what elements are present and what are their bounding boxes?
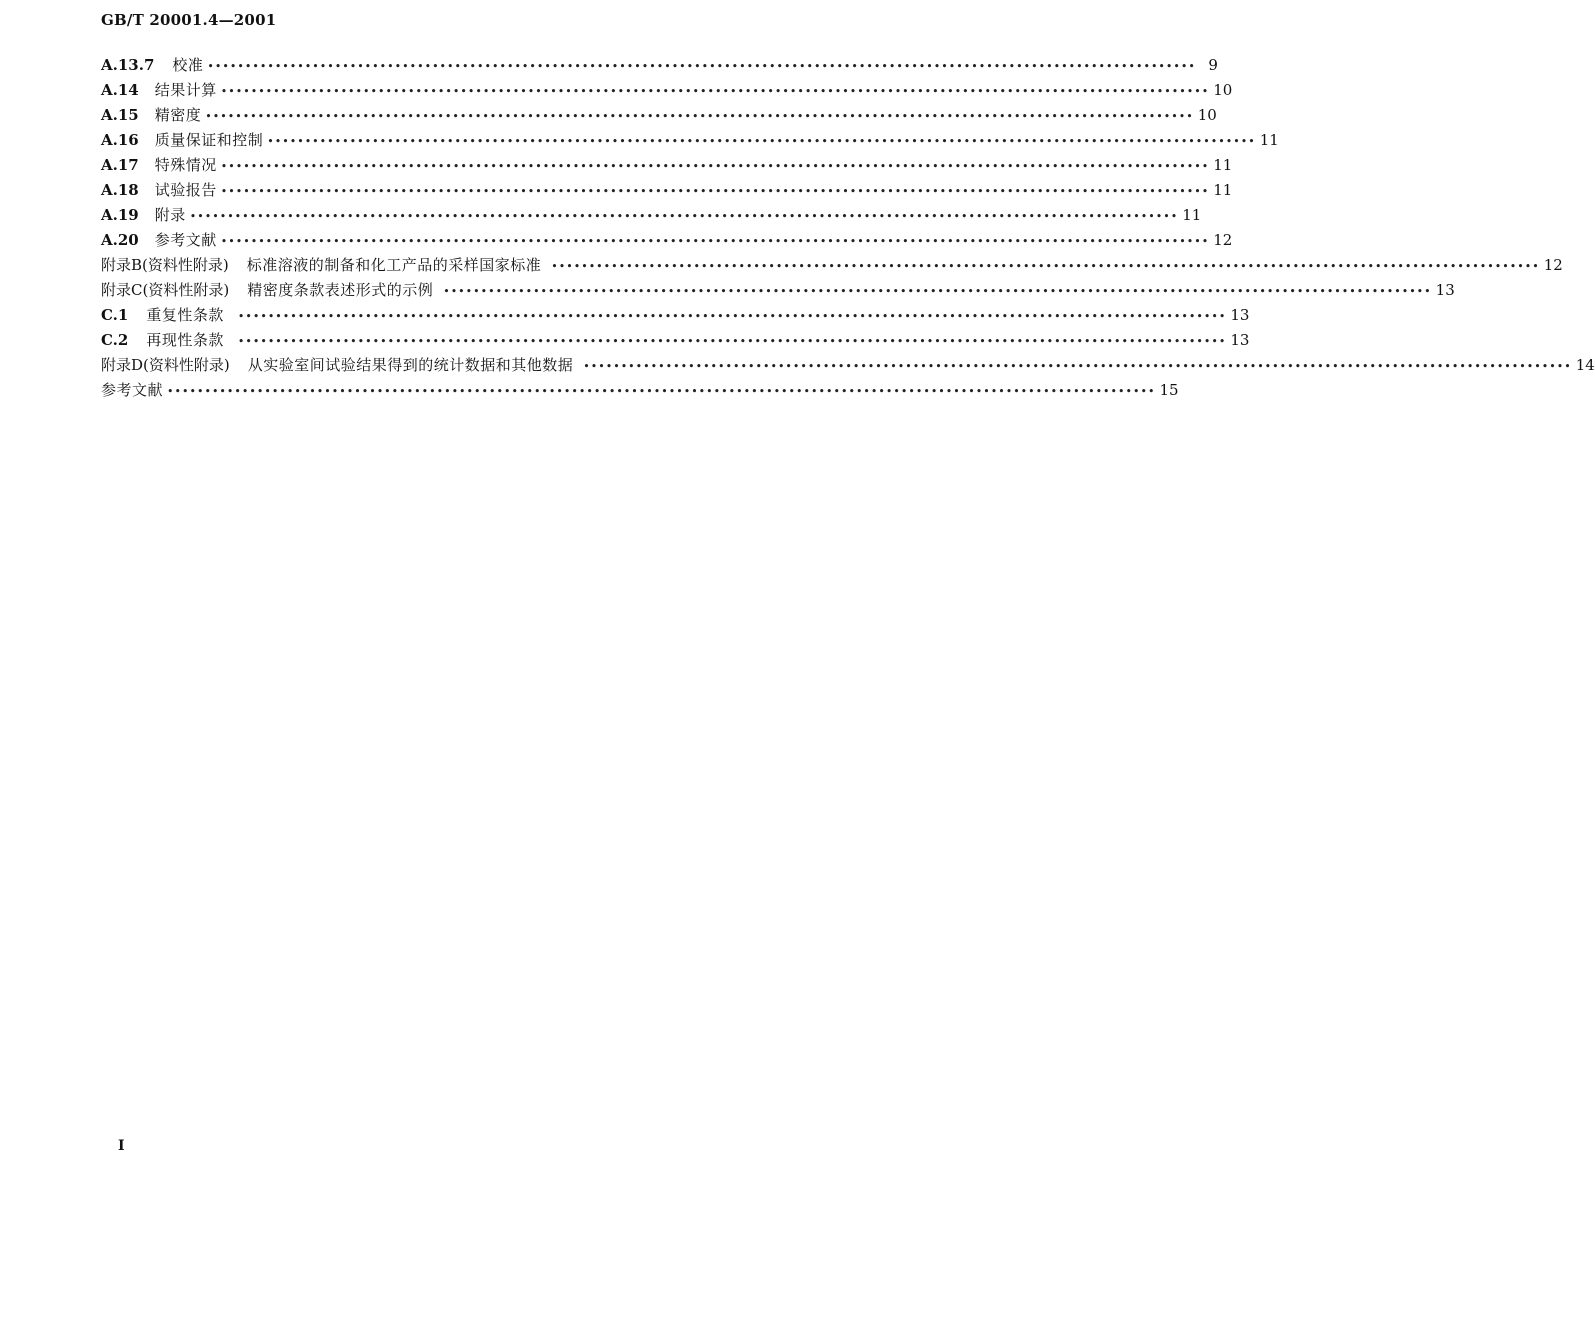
toc-entry[interactable] [101,278,1455,303]
toc-entry-title: 试验报告 [154,181,217,199]
toc-entry-page: 14 [1575,356,1595,374]
toc-entry[interactable] [101,153,1233,178]
toc-entry-title: 校准 [172,56,204,74]
toc-entry-number: 附录C(资料性附录) [101,281,230,299]
toc-leader-dots: •••••••••••••••••••••••••••••••••••••••••••••••••••••••••••••••••••••••••••••••••••••••••••••••••••••••••••••••••••••••••••••••••••• [167,385,1156,398]
toc-leader-dots: •••••••••••••••••••••••••••••••••••••••••••••••••••••••••••••••••••••••••••••••••••••••••••••••••••••••••••••••••••••••••••••••••••• [237,310,1227,323]
toc-entry-number: C.2 [101,331,129,349]
toc-leader-dots: •••••••••••••••••••••••••••••••••••••••••••••••••••••••••••••••••••••••••••••••••••••••••••••••••••••••••••••••••••••••••••••••••••• [220,160,1210,173]
toc-entry-page: 13 [1230,306,1250,324]
toc-entry[interactable] [101,53,1218,78]
toc-entry-title: 参考文献 [101,381,164,399]
toc-leader-dots: •••••••••••••••••••••••••••••••••••••••••••••••••••••••••••••••••••••••••••••••••••••••••••••••••••••••••••••••••••••••••••••••••••• [205,110,1194,123]
table-of-contents [101,53,1595,403]
toc-entry-title: 特殊情况 [154,156,217,174]
toc-entry-page: 15 [1159,381,1179,399]
toc-entry-number: 附录D(资料性附录) [101,356,230,374]
toc-leader-dots: •••••••••••••••••••••••••••••••••••••••••••••••••••••••••••••••••••••••••••••••••••••••••••••••••••••••••••••••••••••••••••••••••••• [551,260,1540,273]
toc-entry[interactable] [101,203,1202,228]
toc-leader-dots: •••••••••••••••••••••••••••••••••••••••••••••••••••••••••••••••••••••••••••••••••••••••••••••••••••••••••••••••••••••••••••••••••••• [220,85,1210,98]
toc-entry-page: 9 [1208,56,1218,74]
toc-entry-title: 质量保证和控制 [154,131,264,149]
toc-entry-number: A.17 [101,156,139,174]
toc-entry[interactable] [101,328,1250,353]
document-code-header: GB/T 20001.4—2001 [101,11,277,29]
toc-entry-page: 13 [1435,281,1455,299]
toc-entry[interactable] [101,178,1233,203]
toc-leader-dots: •••••••••••••••••••••••••••••••••••••••••••••••••••••••••••••••••••••••••••••••••••••••••••••••••••••••••••••••••••••••••••••••••••• [267,135,1256,148]
toc-leader-dots: •••••••••••••••••••••••••••••••••••••••••••••••••••••••••••••••••••••••••••••••••••••••••••••••••••••••••••••••••••••••••••••••••••• [583,360,1572,373]
toc-entry-number: A.14 [101,81,139,99]
toc-entry-page: 10 [1213,81,1233,99]
toc-entry-number: C.1 [101,306,129,324]
toc-entry[interactable] [101,353,1595,378]
toc-entry-number: A.13.7 [101,56,155,74]
toc-entry-page: 11 [1213,156,1233,174]
toc-entry-page: 11 [1259,131,1279,149]
toc-entry-title: 精密度条款表述形式的示例 [247,281,434,299]
toc-entry[interactable] [101,78,1233,103]
toc-entry-number: 附录B(资料性附录) [101,256,229,274]
toc-entry-title: 重复性条款 [146,306,224,324]
toc-entry[interactable] [101,128,1279,153]
toc-leader-dots: •••••••••••••••••••••••••••••••••••••••••••••••••••••••••••••••••••••••••••••••••••••••••••••••••••••••••••••••••••••••••••••••••••• [207,60,1196,73]
toc-leader-dots: •••••••••••••••••••••••••••••••••••••••••••••••••••••••••••••••••••••••••••••••••••••••••••••••••••••••••••••••••••••••••••••••••••• [237,335,1227,348]
toc-entry-page: 10 [1197,106,1217,124]
toc-entry-page: 12 [1543,256,1563,274]
toc-entry-title: 附录 [154,206,186,224]
toc-entry-title: 精密度 [154,106,202,124]
toc-entry-number: A.15 [101,106,139,124]
toc-entry-page: 13 [1230,331,1250,349]
toc-entry-page: 11 [1213,181,1233,199]
toc-entry[interactable] [101,303,1250,328]
toc-entry-title: 参考文献 [154,231,217,249]
toc-leader-dots: •••••••••••••••••••••••••••••••••••••••••••••••••••••••••••••••••••••••••••••••••••••••••••••••••••••••••••••••••••••••••••••••••••• [443,285,1432,298]
toc-entry-page: 11 [1182,206,1202,224]
toc-entry-number: A.18 [101,181,139,199]
toc-entry-title: 再现性条款 [146,331,224,349]
toc-entry-number: A.16 [101,131,139,149]
toc-leader-dots: •••••••••••••••••••••••••••••••••••••••••••••••••••••••••••••••••••••••••••••••••••••••••••••••••••••••••••••••••••••••••••••••••••• [220,185,1210,198]
toc-entry-number: A.20 [101,231,139,249]
toc-entry-title: 结果计算 [154,81,217,99]
toc-leader-dots: •••••••••••••••••••••••••••••••••••••••••••••••••••••••••••••••••••••••••••••••••••••••••••••••••••••••••••••••••••••••••••••••••••• [220,235,1210,248]
toc-entry[interactable] [101,253,1563,278]
toc-entry-page: 12 [1213,231,1233,249]
toc-entry[interactable] [101,103,1217,128]
toc-entry[interactable] [101,378,1179,403]
toc-entry-number: A.19 [101,206,139,224]
toc-entry[interactable] [101,228,1233,253]
footer-page-number: I [118,1138,125,1154]
toc-entry-title: 标准溶液的制备和化工产品的采样国家标准 [246,256,542,274]
toc-entry-title: 从实验室间试验结果得到的统计数据和其他数据 [247,356,574,374]
toc-leader-dots: •••••••••••••••••••••••••••••••••••••••••••••••••••••••••••••••••••••••••••••••••••••••••••••••••••••••••••••••••••••••••••••••••••• [189,210,1179,223]
